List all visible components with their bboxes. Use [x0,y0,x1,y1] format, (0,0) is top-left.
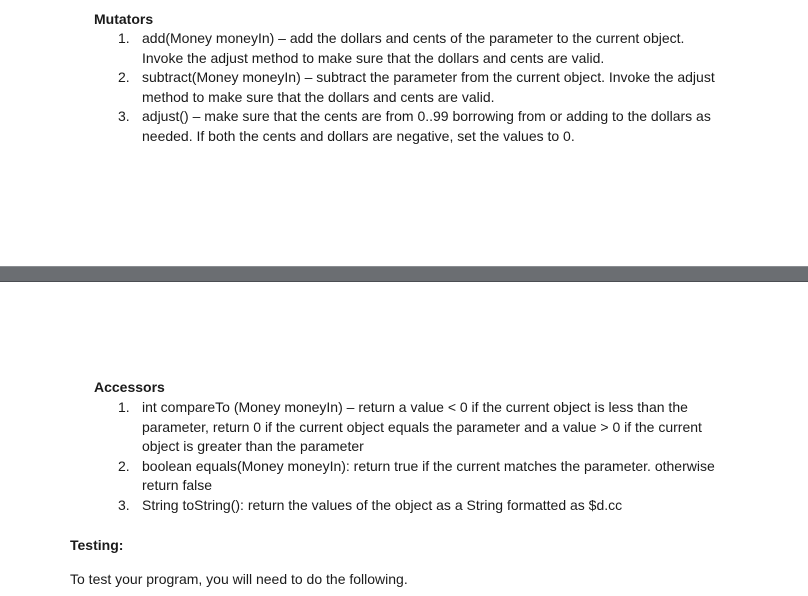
list-item [112,496,722,516]
testing-intro-text: To test your program, you will need to do the following. [70,571,408,587]
mutators-heading: Mutators [94,11,154,27]
list-item-text: add(Money moneyIn) – add the dollars and cents of the parameter to the current object. Invoke the adjust method to make sure that the dollars and cents are valid. [142,30,685,66]
accessors-list [112,398,722,515]
list-item-number: 2. [118,69,130,85]
list-item-number: 2. [118,457,130,474]
list-item-text: subtract(Money moneyIn) – subtract the parameter from the current object. Invoke the adjust method to make sure that the dollars and cents are valid. [142,69,715,105]
list-item-text: adjust() – make sure that the cents are from 0..99 borrowing from or adding to the dollars as needed. If both the cents and dollars are negative, set the values to 0. [142,108,711,144]
list-item [112,68,722,107]
list-item-text: boolean equals(Money moneyIn): return true if the current matches the parameter. otherwise return false [142,457,715,493]
mutators-list [112,29,722,146]
accessors-heading: Accessors [94,379,165,395]
list-item [112,398,722,457]
testing-heading: Testing: [70,537,124,553]
list-item [112,29,722,68]
document-page-bottom [0,282,808,596]
list-item-text: String toString(): return the values of the object as a String formatted as $d.cc [142,496,623,513]
document-page-top [0,0,808,266]
list-item [112,457,722,496]
list-item-text: int compareTo (Money moneyIn) – return a value < 0 if the current object is less than the parameter, return 0 if the current object equals the parameter and a value > 0 if the current object is greater than the parameter [142,399,702,454]
page-break-divider [0,266,808,282]
list-item-number: 3. [118,496,130,513]
list-item-number: 3. [118,108,130,124]
list-item-number: 1. [118,30,130,46]
list-item-number: 1. [118,399,130,415]
list-item [112,107,722,146]
